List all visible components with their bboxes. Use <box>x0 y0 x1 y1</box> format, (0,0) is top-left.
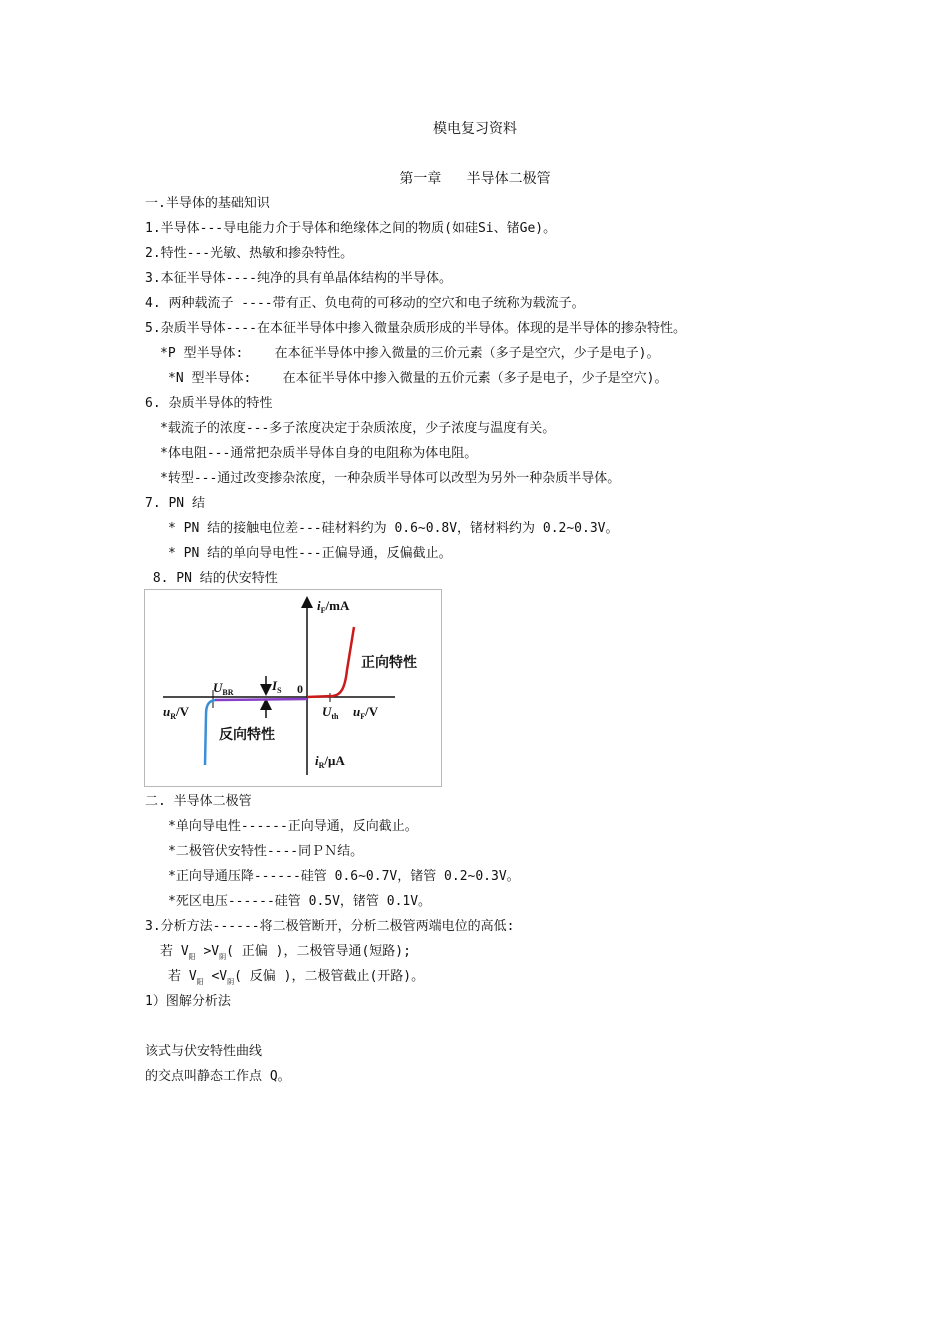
chapter-title: 第一章 半导体二极管 <box>399 171 551 187</box>
document-title: 模电复习资料 <box>433 121 517 137</box>
paragraph-item-2: 2.特性---光敏、热敏和掺杂特性。 <box>145 246 354 261</box>
origin-label: 0 <box>297 682 303 696</box>
is-label: $I_S$ <box>272 678 282 695</box>
paragraph-intersection-1: 该式与伏安特性曲线 <box>145 1044 263 1059</box>
pn-junction-iv-figure <box>144 589 442 787</box>
paragraph-item-3: 3.本征半导体----纯净的具有单晶体结构的半导体。 <box>145 271 452 286</box>
bullet-carrier-concentration: *载流子的浓度---多子浓度决定于杂质浓度，少子浓度与温度有关。 <box>160 421 556 436</box>
uf-axis-label: $u_F/V$ <box>353 704 379 721</box>
reverse-leakage-curve <box>215 699 307 700</box>
bullet-type-conversion: *转型---通过改变掺杂浓度，一种杂质半导体可以改型为另外一种杂质半导体。 <box>160 471 621 486</box>
uth-label: $U_{th}$ <box>322 704 339 721</box>
paragraph-item-8: 8. PN 结的伏安特性 <box>145 571 278 586</box>
section-heading-diode: 二. 半导体二极管 <box>145 794 252 809</box>
bullet-forward-drop: *正向导通压降------硅管 0.6~0.7V，锗管 0.2~0.3V。 <box>168 869 520 884</box>
bullet-p-type: *P 型半导体: 在本征半导体中掺入微量的三价元素（多子是空穴，少子是电子)。 <box>160 346 660 361</box>
paragraph-intersection-2: 的交点叫静态工作点 Q。 <box>145 1069 291 1084</box>
paragraph-item-7: 7. PN 结 <box>145 496 205 511</box>
ur-axis-label: $u_R/V$ <box>163 704 190 721</box>
condition-forward-bias: 若 $V_阳 >V_阴$( 正偏 )，二极管导通(短路); <box>160 944 411 961</box>
forward-curve <box>307 627 354 697</box>
bullet-n-type: *N 型半导体: 在本征半导体中掺入微量的五价元素（多子是电子，少子是空穴)。 <box>168 371 668 386</box>
if-axis-label: $i_F/mA$ <box>317 598 350 615</box>
bullet-body-resistance: *体电阻---通常把杂质半导体自身的电阻称为体电阻。 <box>160 446 478 461</box>
ir-axis-label: $i_R/\mu A$ <box>315 753 345 770</box>
section-heading-semiconductor-basics: 一.半导体的基础知识 <box>145 196 270 211</box>
bullet-diode-unidirectional: *单向导电性------正向导通，反向截止。 <box>168 819 418 834</box>
paragraph-graphical-method: 1）图解分析法 <box>145 994 231 1009</box>
ubr-label: $U_{BR}$ <box>213 680 234 697</box>
reverse-characteristic-label: 反向特性 <box>219 727 275 743</box>
condition-reverse-bias: 若 $V_阳 <V_阴$( 反偏 )，二极管截止(开路)。 <box>168 969 425 986</box>
paragraph-item-1: 1.半导体---导电能力介于导体和绝缘体之间的物质(如硅Si、锗Ge)。 <box>145 221 557 236</box>
bullet-contact-potential: * PN 结的接触电位差---硅材料约为 0.6~0.8V，锗材料约为 0.2~0.3V。 <box>168 521 619 536</box>
bullet-diode-iv: *二极管伏安特性----同ＰＮ结。 <box>168 844 364 859</box>
iv-curve-diagram <box>145 590 441 786</box>
bullet-dead-zone: *死区电压------硅管 0.5V，锗管 0.1V。 <box>168 894 432 909</box>
paragraph-item-4: 4. 两种载流子 ----带有正、负电荷的可移动的空穴和电子统称为载流子。 <box>145 296 585 311</box>
breakdown-curve <box>205 700 215 765</box>
paragraph-analysis-method: 3.分析方法------将二极管断开，分析二极管两端电位的高低: <box>145 919 515 934</box>
bullet-unidirectional: * PN 结的单向导电性---正偏导通，反偏截止。 <box>168 546 452 561</box>
paragraph-item-5: 5.杂质半导体----在本征半导体中掺入微量杂质形成的半导体。体现的是半导体的掺杂特性。 <box>145 321 686 336</box>
paragraph-item-6: 6. 杂质半导体的特性 <box>145 396 273 411</box>
forward-characteristic-label: 正向特性 <box>361 655 417 671</box>
